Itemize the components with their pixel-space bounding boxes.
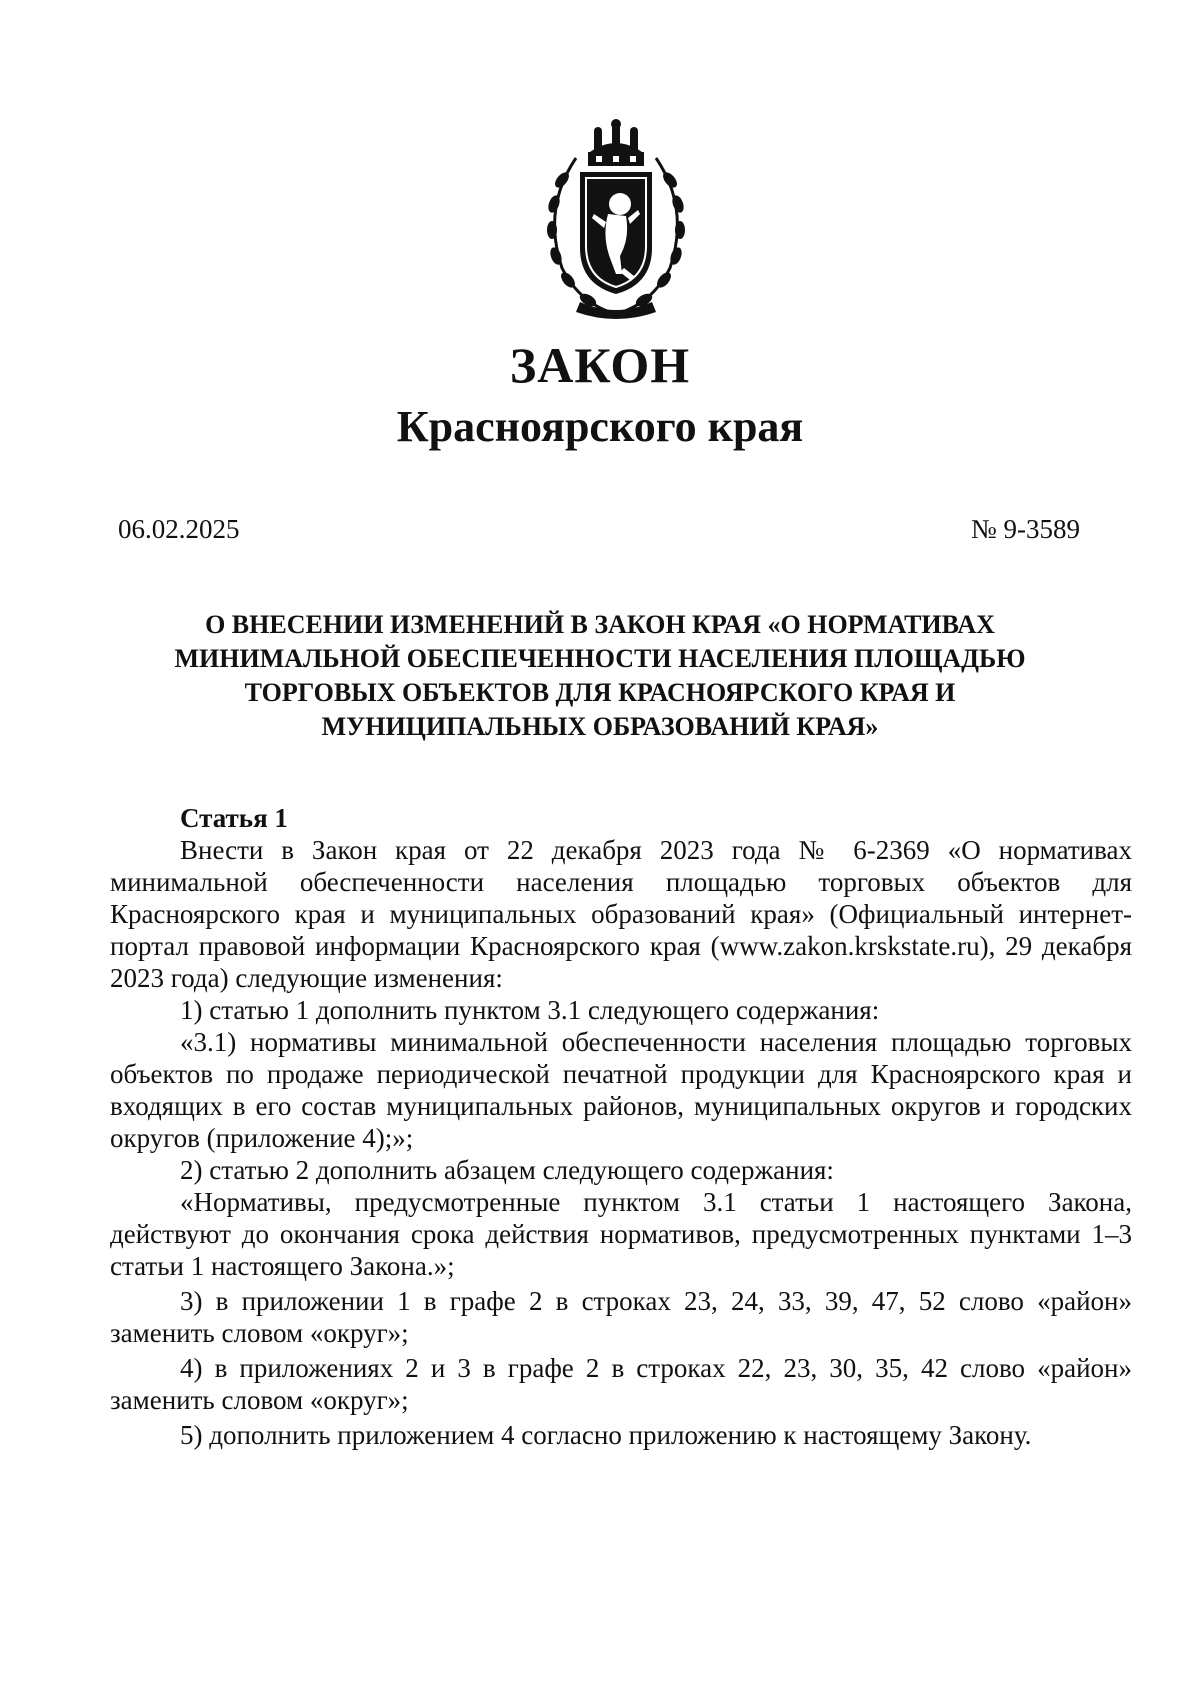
document-number: № 9-3589: [970, 514, 1080, 544]
article-paragraph: Внести в Закон края от 22 декабря 2023 года № 6-2369 «О нормативах минимальной обеспеченности населения площадью торговых объектов для Красноярского края и муниципальных образований края» (Официальный интернет-портал правовой информации Красноярского края (www.zakon.krskstate.ru), 29 декабря 2023 года) следующие изменения:: [110, 835, 1132, 993]
law-heading-line: МУНИЦИПАЛЬНЫХ ОБРАЗОВАНИЙ КРАЯ»: [321, 712, 879, 741]
coat-of-arms-icon: [532, 118, 700, 324]
law-heading-line: О ВНЕСЕНИИ ИЗМЕНЕНИЙ В ЗАКОН КРАЯ «О НОРМАТИВАХ: [205, 610, 995, 639]
article-paragraph: 2) статью 2 дополнить абзацем следующего содержания:: [180, 1155, 834, 1185]
document-date: 06.02.2025: [118, 514, 240, 544]
article-paragraph: 5) дополнить приложением 4 согласно приложению к настоящему Закону.: [180, 1420, 1032, 1450]
article-paragraph: «3.1) нормативы минимальной обеспеченности населения площадью торговых объектов по продаже периодической печатной продукции для Красноярского края и входящих в его состав муниципальных районов, муниципальных округов и городских округов (приложение 4);»;: [110, 1027, 1132, 1153]
law-heading: [120, 608, 1080, 744]
article-paragraph: «Нормативы, предусмотренные пунктом 3.1 статьи 1 настоящего Закона, действуют до окончания срока действия нормативов, предусмотренных пунктами 1–3 статьи 1 настоящего Закона.»;: [110, 1187, 1132, 1281]
article-paragraph: 1) статью 1 дополнить пунктом 3.1 следующего содержания:: [180, 995, 880, 1025]
article-body: [110, 802, 1132, 1451]
document-subtitle: Красноярского края: [396, 402, 804, 451]
article-title: Статья 1: [180, 803, 288, 833]
law-heading-line: ТОРГОВЫХ ОБЪЕКТОВ ДЛЯ КРАСНОЯРСКОГО КРАЯ И: [244, 678, 956, 707]
document-title: ЗАКОН: [509, 337, 691, 393]
article-paragraph: 3) в приложении 1 в графе 2 в строках 23, 24, 33, 39, 47, 52 слово «район» заменить словом «округ»;: [110, 1286, 1132, 1348]
law-heading-line: МИНИМАЛЬНОЙ ОБЕСПЕЧЕННОСТИ НАСЕЛЕНИЯ ПЛОЩАДЬЮ: [174, 644, 1026, 673]
article-paragraph: 4) в приложениях 2 и 3 в графе 2 в строках 22, 23, 30, 35, 42 слово «район» заменить словом «округ»;: [110, 1353, 1132, 1415]
